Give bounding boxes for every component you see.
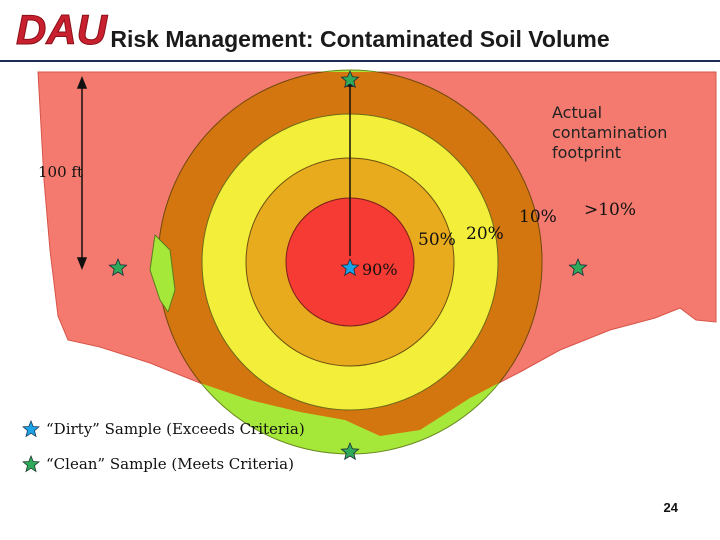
- footprint-callout: Actual contamination footprint: [552, 103, 668, 162]
- dirty-sample-star-icon: [22, 420, 40, 438]
- zone-label-20: 20%: [466, 224, 504, 244]
- legend-dirty: [22, 420, 305, 438]
- distance-label: 100 ft: [38, 163, 83, 181]
- zone-label-50: 50%: [418, 230, 456, 250]
- legend-dirty-label: “Dirty” Sample (Exceeds Criteria): [46, 420, 305, 438]
- zone-label-gt10: >10%: [584, 200, 637, 220]
- logo-lettering: DAU: [16, 8, 107, 48]
- zone-label-10: 10%: [519, 207, 557, 227]
- legend-clean-label: “Clean” Sample (Meets Criteria): [46, 455, 294, 473]
- page-title: Risk Management: Contaminated Soil Volume: [110, 26, 610, 52]
- clean-sample-star-icon: [22, 455, 40, 473]
- legend-clean: [22, 455, 294, 473]
- zone-label-90: 90%: [362, 260, 398, 279]
- page-number: 24: [663, 500, 678, 515]
